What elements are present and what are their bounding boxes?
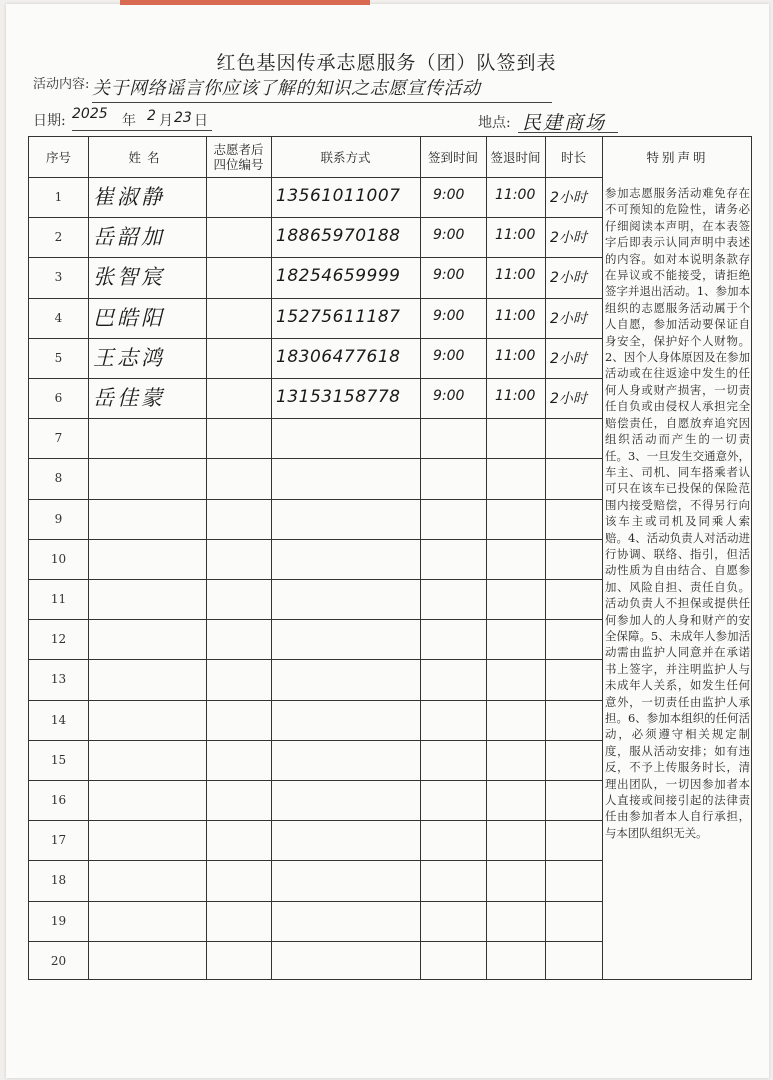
row-number: 5 [54, 350, 63, 365]
location-label: 地点: [478, 115, 511, 131]
col-divider [271, 137, 272, 979]
checkout-time: 11:00 [495, 307, 536, 324]
header-volunteer-id-line1: 志愿者后 [213, 142, 264, 157]
duration-value: 2小时 [550, 190, 587, 206]
header-contact: 联系方式 [320, 149, 371, 165]
row-number: 15 [50, 752, 67, 767]
row-divider [29, 338, 602, 339]
checkin-time: 9:00 [433, 227, 465, 244]
checkin-time: 9:00 [433, 347, 465, 364]
date-underline [72, 130, 212, 131]
header-declaration: 特别声明 [646, 149, 709, 165]
signer-phone: 13561011007 [276, 186, 401, 206]
col-divider [206, 137, 207, 979]
row-divider [29, 499, 602, 500]
col-divider [602, 137, 603, 979]
row-number: 2 [54, 230, 63, 245]
signin-table [28, 136, 752, 980]
signer-name: 巴皓阳 [93, 305, 165, 330]
row-number: 12 [50, 632, 67, 647]
signer-name: 崔淑静 [93, 185, 165, 209]
header-checkin: 签到时间 [427, 149, 478, 165]
row-number: 4 [54, 310, 63, 325]
row-divider [29, 217, 602, 218]
row-divider [29, 418, 602, 419]
row-number: 1 [54, 190, 63, 204]
col-divider [88, 137, 89, 979]
date-year: 2025 [72, 106, 108, 122]
row-divider [29, 619, 602, 620]
date-label: 日期: [33, 113, 66, 129]
row-number: 10 [50, 551, 67, 566]
row-number: 19 [50, 913, 67, 928]
header-divider [29, 177, 602, 178]
checkout-time: 11:00 [495, 267, 536, 284]
row-divider [29, 820, 602, 821]
date-day: 23 [174, 110, 192, 126]
signer-name: 岳韶加 [93, 225, 165, 250]
duration-value: 2小时 [550, 391, 587, 407]
col-divider [420, 137, 421, 979]
col-divider [545, 137, 546, 979]
header-volunteer-id [206, 137, 271, 177]
row-divider [29, 941, 602, 942]
date-month: 2 [147, 108, 156, 124]
row-divider [29, 780, 602, 781]
row-number: 11 [50, 592, 67, 606]
row-number: 8 [54, 471, 63, 486]
checkin-time: 9:00 [433, 267, 465, 284]
row-divider [29, 700, 602, 701]
signer-name: 岳佳蒙 [93, 386, 165, 410]
row-divider [29, 298, 602, 299]
row-number: 20 [50, 953, 67, 968]
date-month-unit: 月 [159, 113, 173, 129]
location-underline [518, 132, 618, 133]
signer-phone: 18865970188 [276, 226, 401, 247]
row-number: 6 [54, 391, 63, 405]
row-divider [29, 458, 602, 459]
activity-value: 关于网络谣言你应该了解的知识之志愿宣传活动 [92, 78, 481, 99]
signer-phone: 18306477618 [276, 346, 401, 367]
signer-name: 张智宸 [93, 265, 165, 290]
row-divider [29, 901, 602, 902]
date-day-unit: 日 [194, 113, 208, 129]
row-number: 13 [50, 672, 67, 687]
col-divider [486, 137, 487, 979]
header-checkout: 签退时间 [490, 149, 541, 165]
signer-phone: 18254659999 [276, 266, 401, 287]
signer-phone: 13153158778 [276, 387, 401, 407]
row-number: 17 [50, 833, 67, 848]
header-seq: 序号 [45, 149, 71, 165]
signer-phone: 15275611187 [276, 306, 401, 327]
duration-value: 2小时 [550, 350, 587, 367]
checkin-time: 9:00 [433, 307, 465, 324]
row-number: 3 [54, 270, 63, 285]
row-divider [29, 539, 602, 540]
duration-value: 2小时 [550, 270, 587, 287]
duration-value: 2小时 [550, 230, 587, 247]
row-divider [29, 257, 602, 258]
location-value: 民建商场 [522, 112, 607, 134]
row-number: 14 [50, 712, 67, 727]
row-divider [29, 740, 602, 741]
row-number: 9 [54, 511, 63, 526]
row-divider [29, 860, 602, 861]
activity-label: 活动内容: [33, 77, 90, 92]
header-name: 姓名 [128, 149, 166, 165]
declaration-text: 参加志愿服务活动难免存在不可预知的危险性，请务必仔细阅读本声明，在本表签字后即表示认同声明中表述的内容。如对本说明条款存在异议或不能接受，请拒绝签字并退出活动。1、参加本组织的志愿服务活动属于个人自愿，参加活动要保证自身安全，保护好个人财物。2、因个人身体原因及在参加活动或在往返途中发生的任何人身或财产损害，一切责任自负或由侵权人承担完全赔偿责任，自愿放弃追究因组织活动而产生的一切责任。3、一旦发生交通意外，车主、司机、同车搭乘者认可只在该车已投保的保险范围内接受赔偿，不得另行向该车主或司机及同乘人索赔。4、活动负责人对活动进行协调、联络、指引，但活动性质为自由结合、自愿参加、风险自担、责任自负。活动负责人不担保或提供任何参加人的人身和财产的安全保障。5、未成年人参加活动需由监护人同意并在承诺书上签字，并注明监护人与未成年人关系，如发生任何意外，一切责任由监护人承担。6、参加本组织的任何活动，必须遵守相关规定制度，服从活动安排；如有违反，不予上传服务时长，清理出团队，一切因参加者本人直接或间接引起的法律责任由参加者本人自行承担，与本团队组织无关。 [605, 186, 750, 840]
header-duration: 时长 [560, 149, 586, 165]
signer-name: 王志鸿 [93, 345, 165, 370]
row-number: 16 [50, 793, 67, 807]
checkin-time: 9:00 [433, 187, 465, 203]
form-title: 红色基因传承志愿服务（团）队签到表 [216, 52, 557, 74]
row-number: 7 [54, 431, 63, 446]
checkout-time: 11:00 [495, 347, 536, 364]
checkout-time: 11:00 [495, 187, 536, 203]
activity-underline [92, 102, 552, 103]
header-volunteer-id-line2: 四位编号 [213, 157, 264, 172]
checkout-time: 11:00 [495, 388, 536, 404]
checkin-time: 9:00 [433, 388, 465, 404]
row-divider [29, 579, 602, 580]
row-divider [29, 378, 602, 379]
duration-value: 2小时 [550, 310, 587, 327]
row-divider [29, 659, 602, 660]
date-year-unit: 年 [122, 113, 136, 129]
row-number: 18 [50, 873, 67, 888]
page-edge-strip [120, 0, 370, 5]
checkout-time: 11:00 [495, 227, 536, 244]
